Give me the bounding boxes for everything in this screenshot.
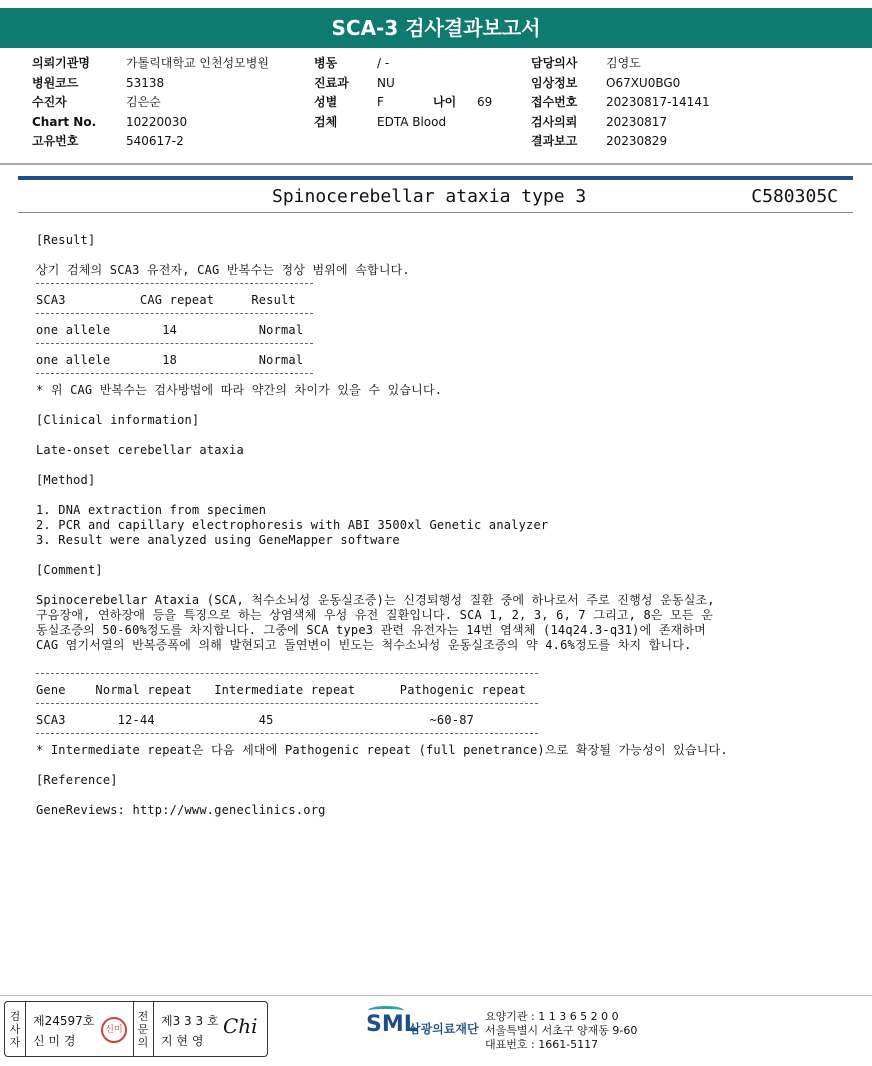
meta-key: Chart No. [32,114,97,129]
table-rule [36,733,538,734]
meta-value: 김은순 [126,95,161,109]
table-rule [36,343,313,344]
table-rule [36,283,313,284]
meta-key: 병동 [314,56,338,70]
gene-table-header: Gene Normal repeat Intermediate repeat Pathogenic repeat [36,683,527,697]
header-divider [0,163,872,165]
meta-value: EDTA Blood [377,114,447,129]
meta-key: 고유번호 [32,134,79,148]
gene-table-row: SCA3 12-44 45 ~60-87 [36,713,475,727]
technician-license: 제24597호 [33,1014,95,1028]
box-divider [25,1002,26,1056]
foundation-name: 삼광의료재단 [409,1022,479,1036]
technician-label: 검 사 자 [9,1010,21,1049]
signature-icon: Chi [223,1014,258,1038]
footer-divider [0,995,872,996]
meta-key: 성별 [314,95,338,109]
table-rule [36,673,538,674]
test-title: Spinocerebellar ataxia type 3 [272,186,587,207]
comment-heading: [Comment] [36,563,103,577]
meta-key: 결과보고 [531,134,578,148]
institution-address: 서울특별시 서초구 양재동 9-60 [485,1024,638,1037]
method-line: 1. DNA extraction from specimen [36,503,267,517]
method-line: 3. Result were analyzed using GeneMapper software [36,533,400,547]
meta-key: 의뢰기관명 [32,56,90,70]
meta-key: 검사의뢰 [531,114,578,129]
specialist-license: 제3 3 3 호 [161,1014,219,1028]
report-title: SCA-3 검사결과보고서 [0,8,872,48]
clinical-text: Late-onset cerebellar ataxia [36,443,244,457]
meta-key: 진료과 [314,75,349,90]
institution-phone: 대표번호 : 1661-5117 [485,1038,599,1051]
sml-logo-icon: SML [366,1012,418,1037]
comment-line: 구음장애, 연하장애 등을 특징으로 하는 상염색체 우성 유전 질환입니다. SCA 1, 2, 3, 6, 7 그리고, 8은 모든 운 [36,608,713,622]
meta-value: 10220030 [126,114,188,129]
table-rule [36,703,538,704]
reference-text: GeneReviews: http://www.geneclinics.org [36,803,326,817]
technician-name: 신 미 경 [33,1034,76,1048]
section-bottom-rule [18,212,853,213]
gene-note: * Intermediate repeat은 다음 세대에 Pathogenic repeat (full penetrance)으로 확장될 가능성이 있습니다. [36,743,728,757]
institution-code: 요양기관 : 1 1 3 6 5 2 0 0 [485,1010,619,1023]
table-rule [36,373,313,374]
meta-value: 20230817-14141 [606,95,710,109]
meta-key: 검체 [314,114,338,129]
result-row: one allele 14 Normal [36,323,304,337]
age-key: 나이 [433,95,457,109]
section-top-rule [18,176,853,180]
meta-key: 임상정보 [531,75,578,90]
meta-key: 병원코드 [32,75,79,90]
meta-key: 수진자 [32,95,67,109]
method-line: 2. PCR and capillary electrophoresis with ABI 3500xl Genetic analyzer [36,518,549,532]
comment-line: 동실조증의 50-60%정도를 차지합니다. 그중에 SCA type3 관련 유전자는 14번 염색체 (14q24.3-q31)에 존재하며 [36,623,706,637]
meta-value: 53138 [126,75,165,90]
meta-col1 [32,54,269,152]
clinical-heading: [Clinical information] [36,413,200,427]
meta-value: 20230817 [606,114,668,129]
meta-value: / - [377,56,390,70]
technician-seal-icon: 신미 [101,1017,127,1043]
test-code: C580305C [751,186,838,207]
result-note: * 위 CAG 반복수는 검사방법에 따라 약간의 차이가 있을 수 있습니다. [36,383,443,397]
meta-value: NU [377,75,395,90]
specialist-label: 전 문 의 [137,1010,149,1049]
institution-info [485,1010,637,1052]
box-divider [153,1002,154,1056]
meta-col2 [314,54,492,132]
reference-heading: [Reference] [36,773,118,787]
table-rule [36,313,313,314]
meta-value: 가톨릭대학교 인천성모병원 [126,56,269,70]
meta-value: F [377,95,384,109]
result-row: one allele 18 Normal [36,353,304,367]
box-divider [133,1002,134,1056]
meta-value: 김영도 [606,56,641,70]
meta-value: 540617-2 [126,134,184,148]
meta-col3 [531,54,710,152]
age-value: 69 [477,95,493,109]
meta-value: O67XU0BG0 [606,75,681,90]
method-heading: [Method] [36,473,96,487]
meta-key: 접수번호 [531,95,578,109]
specialist-name: 지 현 영 [161,1034,204,1048]
comment-line: Spinocerebellar Ataxia (SCA, 척수소뇌성 운동실조증)는 신경퇴행성 질환 중에 하나로서 주로 진행성 운동실조, [36,593,715,607]
result-sentence: 상기 검체의 SCA3 유전자, CAG 반복수는 정상 범위에 속합니다. [36,263,410,277]
meta-value: 20230829 [606,134,668,148]
comment-line: CAG 염기서열의 반복증폭에 의해 발현되고 돌연변이 빈도는 척수소뇌성 운동실조증의 약 4.6%정도를 차지 합니다. [36,638,692,652]
meta-key: 담당의사 [531,56,578,70]
signature-box [4,1001,268,1057]
result-heading: [Result] [36,233,96,247]
result-table-header: SCA3 CAG repeat Result [36,293,296,307]
